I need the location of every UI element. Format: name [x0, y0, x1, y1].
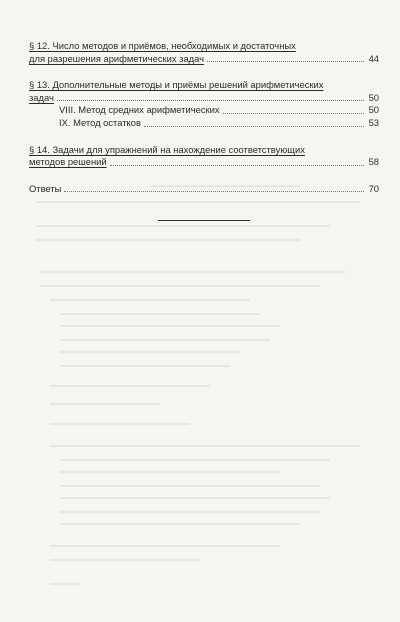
toc-page-number: 58 — [368, 156, 379, 168]
toc-entry-section-14[interactable] — [29, 144, 379, 169]
toc-entry-section-13[interactable] — [29, 79, 379, 129]
toc-entry-title: § 13. Дополнительные методы и приёмы решений арифметических — [29, 79, 324, 91]
dot-leader — [110, 165, 364, 166]
toc-entry-title-cont: методов решений — [29, 156, 107, 168]
toc-subentry-viii[interactable] — [29, 104, 379, 117]
table-of-contents — [29, 40, 379, 195]
dot-leader — [223, 113, 364, 114]
spacer — [29, 169, 379, 183]
toc-entry-title: § 12. Число методов и приёмов, необходимых и достаточных — [29, 40, 296, 51]
toc-entry-answers[interactable] — [29, 183, 379, 196]
dot-leader — [144, 126, 364, 127]
toc-subentry-ix[interactable] — [29, 117, 379, 130]
toc-page-number: 50 — [368, 91, 379, 103]
toc-entry-title-cont: задач — [29, 91, 54, 103]
spacer — [29, 65, 379, 79]
toc-page-number: 53 — [368, 116, 379, 128]
toc-page-number: 50 — [368, 104, 379, 116]
dot-leader — [64, 191, 364, 192]
toc-page-number: 70 — [368, 182, 379, 194]
dot-leader — [57, 100, 364, 101]
toc-page-number: 44 — [368, 52, 379, 64]
toc-entry-title: § 14. Задачи для упражнений на нахождение соответствующих — [29, 143, 305, 155]
toc-subentry-title: VIII. Метод средних арифметических — [59, 104, 220, 116]
divider-rule — [158, 220, 250, 221]
spacer — [29, 130, 379, 144]
dot-leader — [207, 61, 364, 62]
toc-entry-title-cont: для разрешения арифметических задач — [29, 52, 205, 64]
toc-subentry-title: IX. Метод остатков — [59, 116, 141, 128]
toc-entry-section-12[interactable] — [29, 40, 379, 65]
toc-entry-title: Ответы — [29, 182, 62, 194]
